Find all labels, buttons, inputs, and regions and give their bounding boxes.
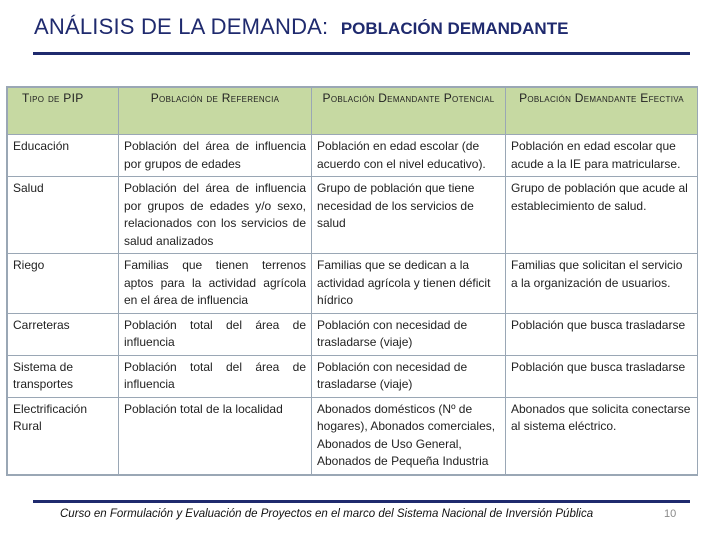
table-row: [8, 254, 698, 314]
cell-efectiva: Población que busca trasladarse: [506, 355, 698, 397]
title-main: ANÁLISIS DE LA DEMANDA:: [34, 14, 329, 39]
header-demandante-efectiva: Población Demandante Efectiva: [506, 88, 698, 135]
title-divider: [33, 52, 690, 55]
cell-tipo: Sistema de transportes: [8, 355, 119, 397]
cell-efectiva: Población en edad escolar que acude a la IE para matricularse.: [506, 135, 698, 177]
cell-referencia: Población total del área de influencia: [119, 355, 312, 397]
cell-referencia: Población del área de influencia por grupos de edades: [119, 135, 312, 177]
cell-efectiva: Grupo de población que acude al establecimiento de salud.: [506, 177, 698, 254]
footer-text: Curso en Formulación y Evaluación de Proyectos en el marco del Sistema Nacional de Inversión Pública: [60, 508, 594, 520]
cell-potencial: Abonados domésticos (Nº de hogares), Abonados comerciales, Abonados de Uso General, Abonados de Pequeña Industria: [312, 397, 506, 474]
cell-referencia: Familias que tienen terrenos aptos para la actividad agrícola en el área de influencia: [119, 254, 312, 314]
header-poblacion-referencia: Población de Referencia: [119, 88, 312, 135]
table-header-row: [8, 88, 698, 135]
cell-potencial: Grupo de población que tiene necesidad de los servicios de salud: [312, 177, 506, 254]
cell-potencial: Familias que se dedican a la actividad agrícola y tienen déficit hídrico: [312, 254, 506, 314]
cell-potencial: Población en edad escolar (de acuerdo con el nivel educativo).: [312, 135, 506, 177]
cell-tipo: Carreteras: [8, 313, 119, 355]
cell-efectiva: Abonados que solicita conectarse al sistema eléctrico.: [506, 397, 698, 474]
table-row: [8, 135, 698, 177]
page-title: [34, 14, 568, 40]
page-number: 10: [664, 508, 677, 520]
cell-tipo: Salud: [8, 177, 119, 254]
cell-potencial: Población con necesidad de trasladarse (viaje): [312, 355, 506, 397]
title-sub: POBLACIÓN DEMANDANTE: [340, 19, 569, 38]
demand-table: [6, 86, 698, 476]
table-row: [8, 397, 698, 474]
footer-divider: [33, 500, 690, 503]
cell-tipo: Riego: [8, 254, 119, 314]
table-row: [8, 177, 698, 254]
cell-tipo: Educación: [8, 135, 119, 177]
cell-tipo: Electrificación Rural: [8, 397, 119, 474]
table-row: [8, 355, 698, 397]
cell-efectiva: Familias que solicitan el servicio a la organización de usuarios.: [506, 254, 698, 314]
header-demandante-potencial: Población Demandante Potencial: [312, 88, 506, 135]
cell-referencia: Población del área de influencia por grupos de edades y/o sexo, relacionados con los servicios de salud analizados: [119, 177, 312, 254]
cell-referencia: Población total de la localidad: [119, 397, 312, 474]
table-row: [8, 313, 698, 355]
cell-referencia: Población total del área de influencia: [119, 313, 312, 355]
cell-potencial: Población con necesidad de trasladarse (viaje): [312, 313, 506, 355]
cell-efectiva: Población que busca trasladarse: [506, 313, 698, 355]
header-tipo-pip: Tipo de PIP: [8, 88, 119, 135]
